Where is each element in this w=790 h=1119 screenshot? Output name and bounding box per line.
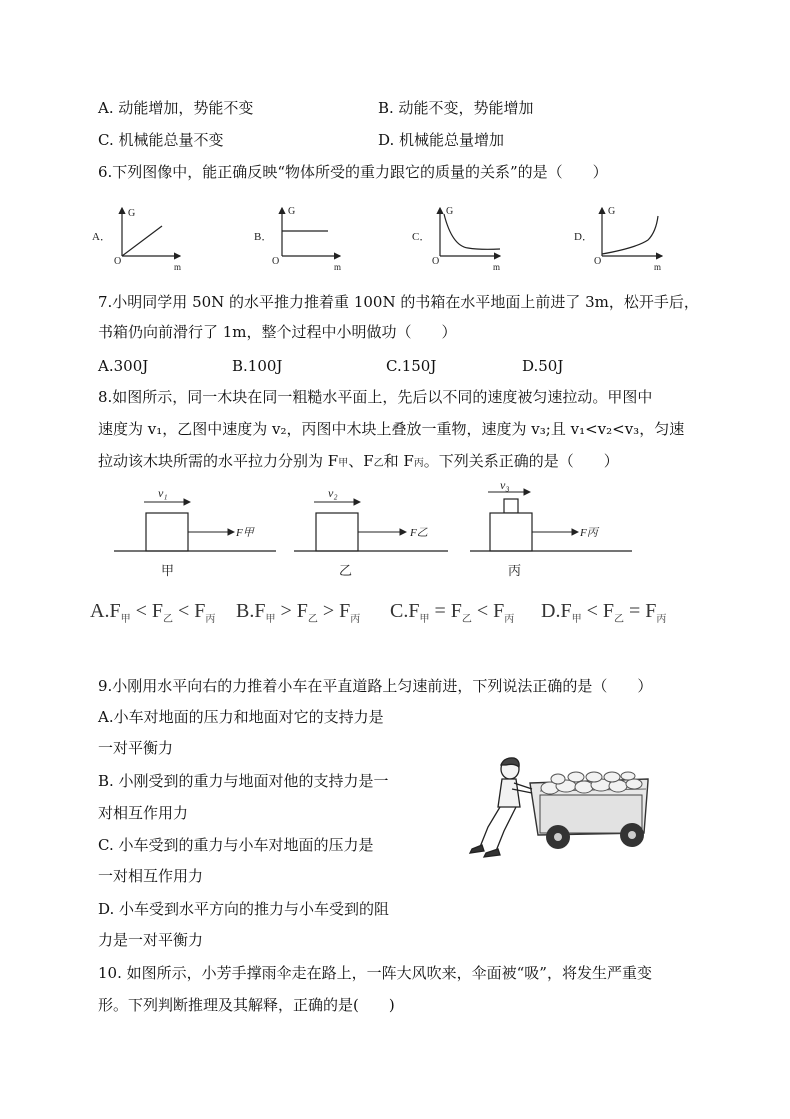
q8-figures: [108, 478, 668, 582]
boy-pushing-cart-illustration: [458, 755, 668, 861]
figure-bing-velocity: v₃: [500, 478, 510, 492]
figure-bing-weight: [504, 499, 518, 513]
q6-graphs: [88, 200, 688, 276]
q8-line3: 拉动该木块所需的水平拉力分别为 F甲、F乙和 F丙。下列关系正确的是（ ）: [98, 452, 619, 470]
graph-a-line: [122, 226, 162, 256]
graph-a-label: A．: [92, 231, 111, 243]
q5-option-a: A. 动能增加，势能不变: [98, 99, 254, 117]
q9-option-a-line2: 一对平衡力: [98, 739, 174, 757]
graph-d-label: D．: [574, 231, 593, 243]
graph-b-ylabel: G: [288, 206, 296, 217]
figure-yi-velocity: v₂: [328, 486, 338, 500]
q6-stem: 6.下列图像中，能正确反映“物体所受的重力跟它的质量的关系”的是（ ）: [98, 163, 608, 181]
figure-bing-block: [490, 513, 532, 551]
graph-b-xlabel: m: [334, 262, 342, 272]
q8-option-d: $D.F_甲 < F_乙 = F_丙$: [541, 600, 667, 625]
graph-c-ylabel: G: [446, 206, 454, 217]
graph-b-origin: O: [272, 256, 280, 267]
q9-option-d-line2: 力是一对平衡力: [98, 931, 204, 949]
q5-option-b: B. 动能不变，势能增加: [378, 99, 534, 117]
q8-line2: 速度为 v₁，乙图中速度为 v₂，丙图中木块上叠放一重物，速度为 v₃;且 v₁<v₂<v₃，匀速: [98, 420, 685, 438]
figure-yi-block: [316, 513, 358, 551]
q9-stem: 9.小刚用水平向右的力推着小车在平直道路上匀速前进，下列说法正确的是（ ）: [98, 677, 653, 695]
q7-line1: 7.小明同学用 50N 的水平推力推着重 100N 的书箱在水平地面上前进了 3m，松开手后，: [98, 293, 699, 311]
graph-d-ylabel: G: [608, 206, 616, 217]
graph-a: [92, 208, 181, 272]
graph-c: [412, 206, 500, 272]
q9-option-c-line2: 一对相互作用力: [98, 867, 204, 885]
figure-jia-velocity: v₁: [158, 486, 168, 500]
graph-d: [574, 206, 662, 272]
q8-option-a: $A.F_甲 < F_乙 < F_丙$: [90, 600, 216, 625]
q7-line2: 书箱仍向前滑行了 1m，整个过程中小明做功（ ）: [98, 323, 457, 341]
graph-a-origin: O: [114, 256, 122, 267]
q9-option-a-line1: A.小车对地面的压力和地面对它的支持力是: [98, 708, 384, 726]
graph-b: [254, 206, 341, 272]
graph-c-origin: O: [432, 256, 440, 267]
graph-a-ylabel: G: [128, 208, 136, 219]
q9-option-c-line1: C. 小车受到的重力与小车对地面的压力是: [98, 836, 374, 854]
q5-option-c: C. 机械能总量不变: [98, 131, 224, 149]
q5-option-d: D. 机械能总量增加: [378, 131, 505, 149]
figure-jia-block: [146, 513, 188, 551]
q9-option-b-line1: B. 小刚受到的重力与地面对他的支持力是一: [98, 772, 389, 790]
figure-jia: [114, 486, 276, 578]
q8-option-b: $B.F_甲 > F_乙 > F_丙$: [236, 600, 361, 625]
figure-yi-force: F乙: [410, 527, 428, 539]
figure-bing: [470, 478, 632, 578]
graph-b-label: B．: [254, 231, 273, 243]
figure-yi: [294, 486, 448, 578]
q7-option-d: D.50J: [522, 357, 564, 375]
graph-d-origin: O: [594, 256, 602, 267]
q10-line2: 形。下列判断推理及其解释，正确的是( ): [98, 996, 395, 1014]
graph-a-xlabel: m: [174, 262, 182, 272]
figure-yi-caption: 乙: [339, 563, 353, 578]
figure-jia-force: F甲: [236, 527, 254, 539]
graph-c-label: C．: [412, 231, 431, 243]
q10-line1: 10. 如图所示，小芳手撑雨伞走在路上，一阵大风吹来，伞面被“吸”，将发生严重变: [98, 964, 652, 982]
q7-option-a: A.300J: [98, 357, 149, 375]
graph-c-xlabel: m: [493, 262, 501, 272]
q8-option-c: $C.F_甲 = F_乙 < F_丙$: [390, 600, 515, 625]
q8-line1: 8.如图所示，同一木块在同一粗糙水平面上，先后以不同的速度被匀速拉动。甲图中: [98, 388, 653, 406]
figure-jia-caption: 甲: [161, 563, 175, 578]
q7-option-b: B.100J: [232, 357, 283, 375]
q9-option-d-line1: D. 小车受到水平方向的推力与小车受到的阻: [98, 900, 390, 918]
graph-c-curve: [444, 214, 500, 249]
q9-option-b-line2: 对相互作用力: [98, 804, 189, 822]
q7-option-c: C.150J: [386, 357, 437, 375]
graph-d-curve: [602, 216, 658, 254]
graph-d-xlabel: m: [654, 262, 662, 272]
figure-bing-caption: 丙: [508, 563, 522, 578]
figure-bing-force: F丙: [580, 527, 598, 539]
